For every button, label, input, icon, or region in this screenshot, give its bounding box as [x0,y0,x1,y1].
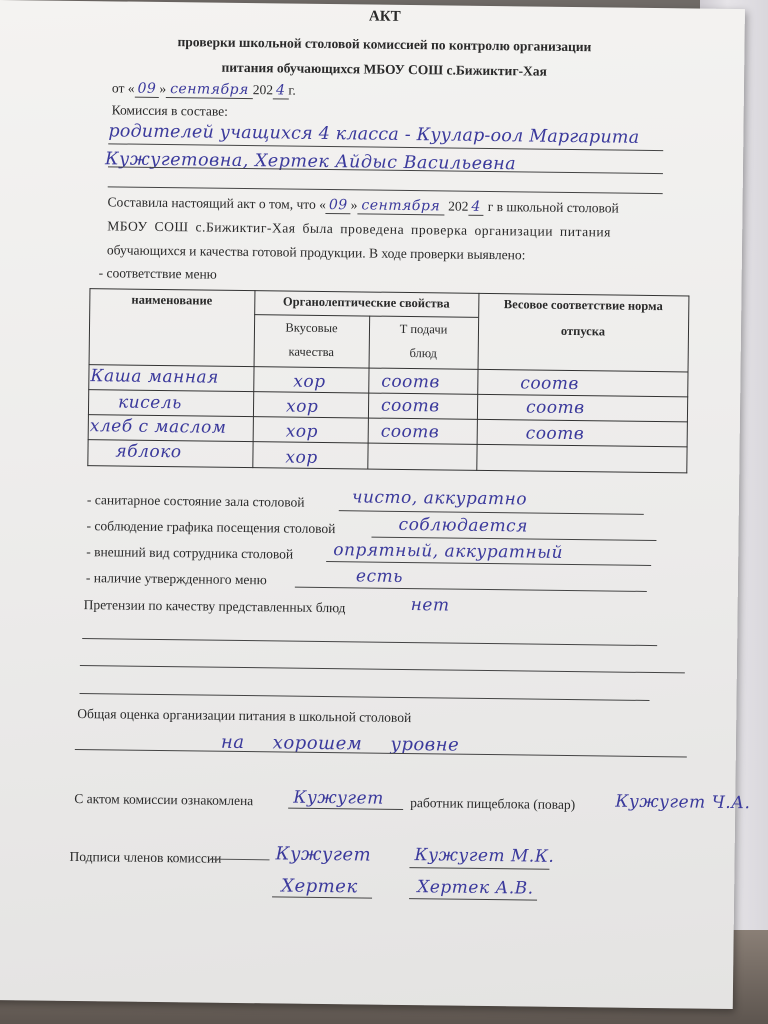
underline [82,638,657,646]
table-cell-name: хлеб с маслом [89,416,227,438]
commission-members-line2: Кужугетовна, Хертек Айдыс Васильевна [104,149,517,175]
document-subtitle-line2: питания обучающихся МБОУ СОШ с.Бижиктиг-Хая [221,59,547,79]
act-month: сентября [357,197,444,215]
table-cell-name: кисель [117,392,182,414]
document-title: АКТ [368,8,401,25]
table-cell-taste: хор [285,447,318,468]
commission-members-line1: родителей учащихся 4 класса - Куулар-оол Маргарита [108,121,640,148]
acquainted-name: Кужугет Ч.А. [615,791,751,814]
sanitary-value: чисто, аккуратно [351,487,528,510]
date-mid: » [159,80,167,97]
signature-name-1: Кужугет М.К. [414,845,555,867]
table-cell-weight: соотв [525,397,585,419]
assessment-label: Общая оценка организации питания в школьной столовой [77,705,412,726]
menu-check-label: - соответствие меню [98,265,217,282]
underline [288,808,403,810]
commission-label: Комиссия в составе: [111,102,229,119]
table-header-temp-2: блюд [409,346,437,361]
date-day: 09 [134,81,159,98]
table-header-name: наименование [131,292,213,308]
date-year-digit: 4 [273,82,289,99]
underline [339,510,644,515]
table-header-weight-2: отпуска [560,323,606,339]
act-text: г в школьной столовой [487,198,619,216]
table-cell-name: Каша манная [90,366,219,388]
signatures-label: Подписи членов комиссии [69,848,222,866]
menu-table [87,288,689,473]
menu-value: есть [355,566,404,587]
table-cell-temp: соотв [380,421,440,443]
claims-value: нет [410,595,450,616]
claims-label: Претензии по качеству представленных блюд [83,597,346,616]
act-day: 09 [326,197,351,214]
underline [409,898,537,901]
underline [272,896,372,898]
signature-2: Хертек [281,875,358,898]
table-header-taste-1: Вкусовые [285,320,338,336]
underline [80,693,650,701]
sanitary-label: - санитарное состояние зала столовой [86,492,305,510]
underline [409,867,549,870]
table-header-weight-1: Весовое соответствие норма [503,297,663,314]
document-subtitle-line1: проверки школьной столовой комиссией по контролю организации [177,34,592,55]
acquainted-role-label: работник пищеблока (повар) [410,795,576,813]
table-header-taste-2: качества [288,344,334,360]
act-year-prefix: 202 [448,198,469,214]
act-text: Составила настоящий акт о том, что « [107,194,326,212]
staff-label: - внешний вид сотрудника столовой [86,544,294,562]
table-cell-name: яблоко [115,441,182,463]
menu-label: - наличие утвержденного меню [85,570,267,588]
signature-1: Кужугет [275,843,372,866]
staff-value: опрятный, аккуратный [333,540,564,563]
acquainted-label: С актом комиссии ознакомлена [74,790,254,809]
table-header-temp-1: Т подачи [399,321,448,337]
underline [295,587,647,592]
table-cell-weight: соотв [525,423,585,445]
date-month: сентября [166,81,253,99]
acquainted-signature: Кужугет [293,787,384,809]
date-year-prefix: 202 [252,82,274,98]
act-mid: » [350,197,358,213]
date-suffix: г. [288,82,296,98]
table-cell-taste: хор [285,421,319,442]
date-line [112,79,296,99]
act-line1 [107,193,685,218]
schedule-value: соблюдается [398,514,529,537]
act-year-digit: 4 [468,199,484,216]
table-cell-temp: соотв [380,395,440,417]
signature-name-2: Хертек А.В. [417,877,534,899]
assessment-value: на хорошем уровне [220,731,460,756]
underline [108,186,663,194]
table-header-organoleptic: Органолептические свойства [282,294,450,311]
schedule-label: - соблюдение графика посещения столовой [86,518,336,537]
act-line2: МБОУ СОШ с.Бижиктиг-Хая была проведена проверка организации питания [107,218,612,240]
table-cell-weight: соотв [520,373,579,395]
act-line3: обучающихся и качества готовой продукции. В ходе проверки выявлено: [106,242,526,263]
table-cell-taste: хор [293,371,326,393]
table-cell-temp: соотв [381,371,440,393]
table-cell-taste: хор [285,396,319,417]
underline [80,665,685,673]
date-prefix: от « [111,80,135,96]
